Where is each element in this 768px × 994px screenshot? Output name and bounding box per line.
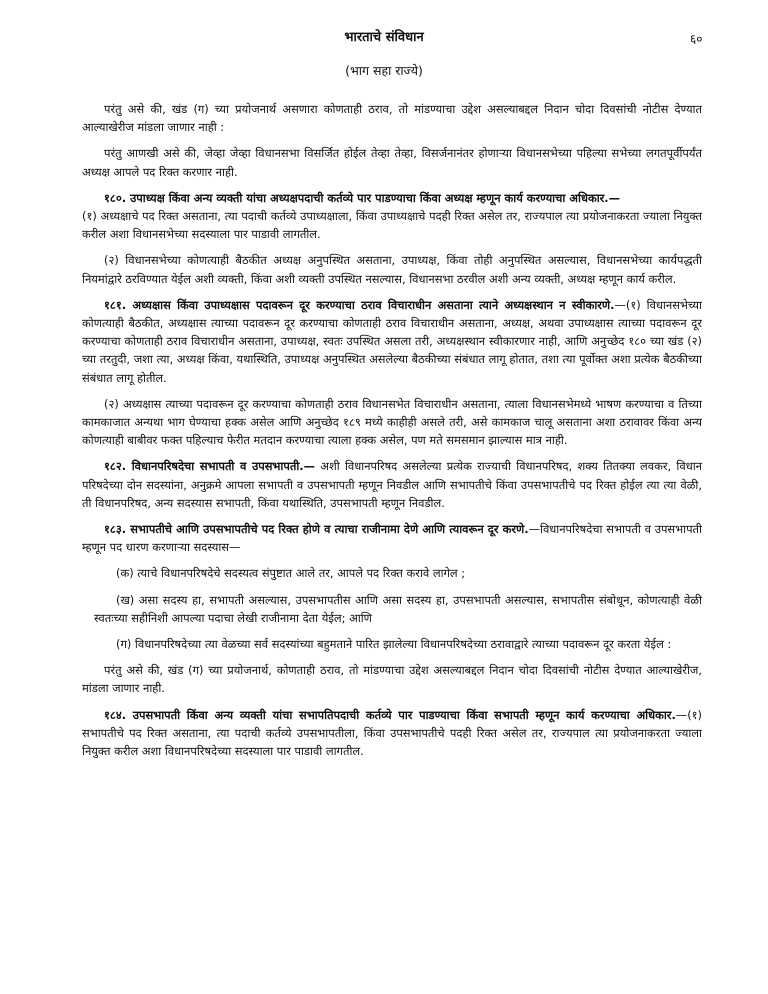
article-183-clause-b: (ख) असा सदस्य हा, सभापती असल्यास, उपसभापतीस आणि असा सदस्य हा, उपसभापती असल्यास, सभापतीस संबोधून, कोणत्याही वेळी स्वतःच्या सहीनिशी आपल्या पदाचा लेखी राजीनामा देता येईल; आणि <box>94 592 702 625</box>
article-184-heading: १८४. उपसभापती किंवा अन्य व्यक्ती यांचा सभापतिपदाची कर्तव्ये पार पाडण्याचा किंवा सभापती म्हणून कार्य करण्याचा अधिकार. <box>104 707 676 722</box>
page-subtitle: (भाग सहा राज्ये) <box>345 63 423 78</box>
article-180-heading: १८०. उपाध्यक्ष किंवा अन्य व्यक्ती यांचा अध्यक्षपदाची कर्तव्ये पार पाडण्याचा किंवा अध्यक्ष म्हणून कार्य करण्याचा अधिकार.— <box>104 190 621 205</box>
article-181-clause-2: (२) अध्यक्षास त्याच्या पदावरून दूर करण्याचा कोणताही ठराव विधानसभेत विचाराधीन असताना, त्याला विधानसभेमध्ये भाषण करण्याचा व तिच्या कामकाजात अन्यथा भाग घेण्याचा हक्क असेल आणि अनुच्छेद १८९ मध्ये काहीही असले तरी, असे कामकाज चालू असताना अशा ठरावावर किंवा अन्य कोणत्याही बाबीवर फक्त पहिल्याच फेरीत मतदान करण्याचा त्याला हक्क असेल, पण मते समसमान झाल्यास मात्र नाही. <box>82 396 702 448</box>
article-182 <box>82 457 702 512</box>
article-184 <box>82 706 702 761</box>
article-181 <box>82 296 702 387</box>
article-181-heading: १८१. अध्यक्षास किंवा उपाध्यक्षास पदावरून दूर करण्याचा ठराव विचाराधीन असताना त्याने अध्यक्षस्थान न स्वीकारणे. <box>104 297 615 312</box>
document-body <box>82 100 702 768</box>
article-184-clause-1: —(१) सभापतीचे पद रिक्त असताना, त्या पदाची कर्तव्ये उपसभापतीला, किंवा उपसभापतीचे पदही रिक्त असेल तर, राज्यपाल त्या प्रयोजनाकरता ज्याला नियुक्त करील अशा विधानपरिषदेच्या सदस्याला पार पाडावी लागतील. <box>82 707 702 759</box>
article-182-text: अशी विधानपरिषद असलेल्या प्रत्येक राज्याची विधानपरिषद, शक्य तितक्या लवकर, विधान परिषदेच्या दोन सदस्यांना, अनुक्रमे आपला सभापती व उपसभापती म्हणून निवडील आणि सभापतीचे किंवा उपसभापतीचे पद रिक्त होईल त्या त्या वेळी, ती विधानपरिषद, अन्य सदस्यास सभापती, किंवा यथास्थिति, उपसभापती म्हणून निवडील. <box>82 459 702 510</box>
article-183-clause-a: (क) त्याचे विधानपरिषदेचे सदस्यत्व संपुष्टात आले तर, आपले पद रिक्त करावे लागेल ; <box>116 566 466 581</box>
proviso-paragraph-2: परंतु आणखी असे की, जेव्हा जेव्हा विधानसभा विसर्जित होईल तेव्हा तेव्हा, विसर्जनानंतर होणाऱ्या विधानसभेच्या पहिल्या सभेच्या लगतपूर्वीपर्यंत अध्यक्ष आपले पद रिक्त करणार नाही. <box>82 146 702 179</box>
proviso-paragraph-1: परंतु असे की, खंड (ग) च्या प्रयोजनार्थ असणारा कोणताही ठराव, तो मांडण्याचा उद्देश असल्याबद्दल निदान चोदा दिवसांची नोटीस देण्यात आल्याखेरीज मांडला जाणार नाही : <box>82 102 702 135</box>
article-183-text: —विधानपरिषदेचा सभापती व उपसभापती म्हणून पद धारण करणाऱ्या सदस्यास— <box>82 522 702 555</box>
page-title: भारताचे संविधान <box>344 30 424 45</box>
article-182-heading: १८२. विधानपरिषदेचा सभापती व उपसभापती.— <box>104 459 315 474</box>
article-183-heading: १८३. सभापतीचे आणि उपसभापतीचे पद रिक्त होणे व त्याचा राजीनामा देणे आणि त्यावरून दूर करणे. <box>104 522 529 537</box>
article-181-clause-1: —(१) विधानसभेच्या कोणत्याही बैठकीत, अध्यक्षास त्याच्या पदावरून दूर करण्याचा कोणताही ठराव विचाराधीन असताना, अध्यक्ष, अथवा उपाध्यक्षास त्याच्या पदावरून दूर करण्याचा कोणताही ठराव विचाराधीन असताना, उपाध्यक्ष, स्वतः उपस्थित असला तरी, अध्यक्षस्थान स्वीकारणार नाही, आणि अनुच्छेद १८० च्या खंड (२) च्या तरतुदी, जशा त्या, अध्यक्ष किंवा, यथास्थिति, उपाध्यक्ष अनुपस्थित असलेल्या बैठकीच्या संबंधात लागू होतात, तशा त्या पूर्वोक्त अशा प्रत्येक बैठकीच्या संबंधात लागू होतील. <box>82 297 702 385</box>
article-180-clause-1: (१) अध्यक्षाचे पद रिक्त असताना, त्या पदाची कर्तव्ये उपाध्यक्षाला, किंवा उपाध्यक्षाचे पदही रिक्त असेल तर, राज्यपाल त्या प्रयोजनाकरता ज्याला नियुक्त करील अशा विधानसभेच्या सदस्याला पार पाडावी लागतील. <box>82 209 702 242</box>
article-180 <box>82 189 702 244</box>
article-180-clause-2: (२) विधानसभेच्या कोणत्याही बैठकीत अध्यक्ष अनुपस्थित असताना, उपाध्यक्ष, किंवा तोही अनुपस्थित असल्यास, विधानसभेच्या कार्यपद्धती नियमांद्वारे ठरविण्यात येईल अशी व्यक्ती, किंवा अशी व्यक्ती उपस्थित नसल्यास, विधानसभा ठरवील अशी अन्य व्यक्ती, अध्यक्ष म्हणून कार्य करील. <box>82 253 702 286</box>
article-183 <box>82 520 702 556</box>
article-183-proviso: परंतु असे की, खंड (ग) च्या प्रयोजनार्थ, कोणताही ठराव, तो मांडण्याचा उद्देश असल्याबद्दल निदान चोदा दिवसांची नोटीस देण्यात आल्याखेरीज, मांडला जाणार नाही. <box>82 663 702 696</box>
page-number: ६० <box>690 32 703 46</box>
article-183-clause-c: (ग) विधानपरिषदेच्या त्या वेळच्या सर्व सदस्यांच्या बहुमताने पारित झालेल्या विधानपरिषदेच्या ठरावाद्वारे त्याच्या पदावरून दूर करता येईल : <box>116 637 672 652</box>
